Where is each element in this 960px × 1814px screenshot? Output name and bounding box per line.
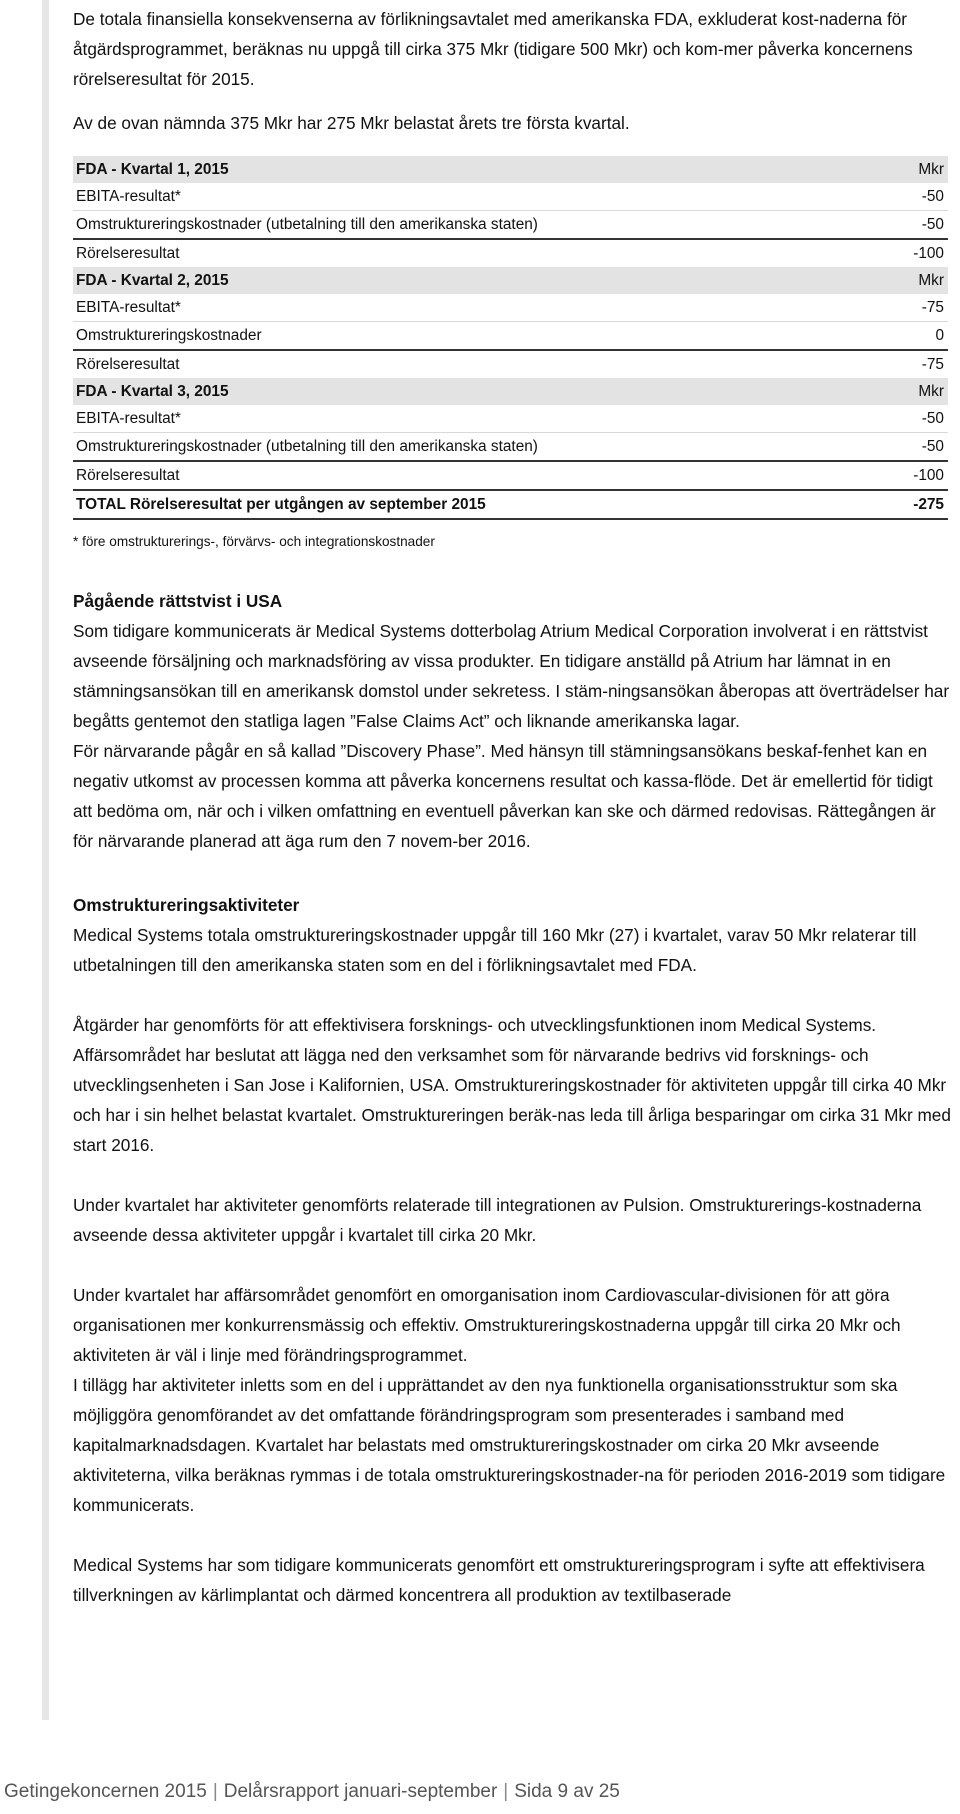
footer-separator: |: [212, 1781, 218, 1802]
page-footer: [4, 1781, 620, 1803]
row-value: 0: [861, 322, 948, 351]
table-row: [73, 322, 948, 351]
row-value: -50: [861, 433, 948, 462]
footer-page-number: Sida 9 av 25: [514, 1781, 620, 1802]
table-row: [73, 211, 948, 240]
table-row: [73, 405, 948, 433]
restructuring-paragraph-6: Medical Systems har som tidigare kommunicerats genomfört ett omstruktureringsprogram i syfte att effektivisera tillverkningen av kärlimplantat och därmed koncentrera all produktion av textilbaserade: [73, 1555, 925, 1605]
table-footnote: * före omstrukturerings-, förvärvs- och integrationskostnader: [73, 534, 435, 549]
restructuring-paragraph-1: Medical Systems totala omstruktureringskostnader uppgår till 160 Mkr (27) i kvartalet, varav 50 Mkr relaterar till utbetalningen till den amerikanska staten som en del i förlikningsavtalet med FDA.: [73, 925, 917, 975]
footer-company: Getingekoncernen 2015: [4, 1781, 207, 1802]
table-row: [73, 350, 948, 378]
row-label: EBITA-resultat*: [73, 405, 861, 433]
page-content: [73, 4, 956, 1610]
row-label: EBITA-resultat*: [73, 183, 861, 211]
row-value: -50: [861, 405, 948, 433]
row-label: EBITA-resultat*: [73, 294, 861, 322]
restructuring-paragraph-5: I tillägg har aktiviteter inletts som en del i upprättandet av den nya funktionella organisationsstruktur som ska möjliggöra genomförandet av det omfattande förändringsprogram som presenterades i samband med kapitalmarknadsdagen. Kvartalet har belastats med omstruktureringskostnader om cirka 20 Mkr avseende aktiviteterna, vilka beräknas rymmas i de totala omstruktureringskostnader-na för perioden 2016-2019 som tidigare kommunicerats.: [73, 1375, 946, 1515]
row-label: Omstruktureringskostnader: [73, 322, 861, 351]
row-value: -100: [861, 461, 948, 490]
row-label: Omstruktureringskostnader (utbetalning till den amerikanska staten): [73, 433, 861, 462]
restructuring-paragraph-3: Under kvartalet har aktiviteter genomförts relaterade till integrationen av Pulsion. Omstrukturerings-kostnaderna avseende dessa aktiviteter uppgår i kvartalet till cirka 20 Mkr.: [73, 1195, 922, 1245]
table-row: [73, 461, 948, 490]
litigation-paragraph-2: För närvarande pågår en så kallad ”Discovery Phase”. Med hänsyn till stämningsansökans beskaf-fenhet kan en negativ utkomst av processen komma att påverka koncernens resultat och kassa-flöde. Det är emellertid för tidigt att bedöma om, när och i vilken omfattning en eventuell påverkan kan ske och därmed redovisas. Rättegången är för närvarande planerad att äga rum den 7 novem-ber 2016.: [73, 741, 936, 851]
footer-separator: |: [503, 1781, 509, 1802]
fda-results-table: [73, 156, 948, 520]
table-row: [73, 239, 948, 267]
table-section-title: FDA - Kvartal 3, 2015: [73, 378, 861, 405]
row-value: -50: [861, 183, 948, 211]
litigation-heading: Pågående rättstvist i USA: [73, 591, 283, 611]
table-header-row: [73, 156, 948, 183]
restructuring-paragraph-4: Under kvartalet har affärsområdet genomfört en omorganisation inom Cardiovascular-divisionen för att göra organisationen mer konkurrensmässig och effektiv. Omstruktureringskostnaderna uppgår till cirka 20 Mkr och aktiviteten är väl i linje med förändringsprogrammet.: [73, 1285, 901, 1365]
row-label: Rörelseresultat: [76, 245, 180, 262]
table-unit: Mkr: [861, 378, 948, 405]
table-header-row: [73, 267, 948, 294]
table-section-title: FDA - Kvartal 2, 2015: [73, 267, 861, 294]
table-total-row: [73, 490, 948, 519]
restructuring-paragraph-2: Åtgärder har genomförts för att effektivisera forsknings- och utvecklingsfunktionen inom Medical Systems. Affärsområdet har beslutat att lägga ned den verksamhet som för närvarande bedrivs vid forsknings- och utvecklingsenheten i San Jose i Kalifornien, USA. Omstruktureringskostnader för aktiviteten uppgår till cirka 40 Mkr och har i sin helhet belastat kvartalet. Omstruktureringen beräk-nas leda till årliga besparingar om cirka 31 Mkr med start 2016.: [73, 1015, 951, 1155]
intro-paragraph-2: Av de ovan nämnda 375 Mkr har 275 Mkr belastat årets tre första kvartal.: [73, 113, 630, 133]
footer-report-title: Delårsrapport januari-september: [223, 1781, 498, 1802]
row-value: -50: [861, 211, 948, 240]
row-value: -75: [861, 294, 948, 322]
table-row: [73, 183, 948, 211]
row-label: Rörelseresultat: [73, 461, 861, 490]
left-margin-bar: [42, 0, 49, 1720]
table-row: [73, 433, 948, 462]
row-label: Omstruktureringskostnader (utbetalning till den amerikanska staten): [73, 211, 861, 240]
restructuring-heading: Omstruktureringsaktiviteter: [73, 895, 300, 915]
litigation-paragraph-1: Som tidigare kommunicerats är Medical Systems dotterbolag Atrium Medical Corporation involverat i en rättstvist avseende försäljning och marknadsföring av vissa produkter. En tidigare anställd på Atrium har lämnat in en stämningsansökan till en amerikansk domstol under sekretess. I stäm-ningsansökan åberopas att överträdelser har begåtts gentemot den statliga lagen ”False Claims Act” och liknande amerikanska lagar.: [73, 621, 950, 731]
row-value: -75: [921, 356, 944, 373]
row-value: -100: [913, 245, 944, 262]
row-label: Rörelseresultat: [76, 356, 180, 373]
total-label: TOTAL Rörelseresultat per utgången av september 2015: [73, 490, 861, 519]
table-unit: Mkr: [861, 267, 948, 294]
total-value: -275: [861, 490, 948, 519]
table-header-row: [73, 378, 948, 405]
table-row: [73, 294, 948, 322]
intro-paragraph-1: De totala finansiella konsekvenserna av förlikningsavtalet med amerikanska FDA, exkluderat kost-naderna för åtgärdsprogrammet, beräknas nu uppgå till cirka 375 Mkr (tidigare 500 Mkr) och kom-mer påverka koncernens rörelseresultat för 2015.: [73, 9, 913, 89]
table-unit: Mkr: [861, 156, 948, 183]
table-section-title: FDA - Kvartal 1, 2015: [73, 156, 861, 183]
